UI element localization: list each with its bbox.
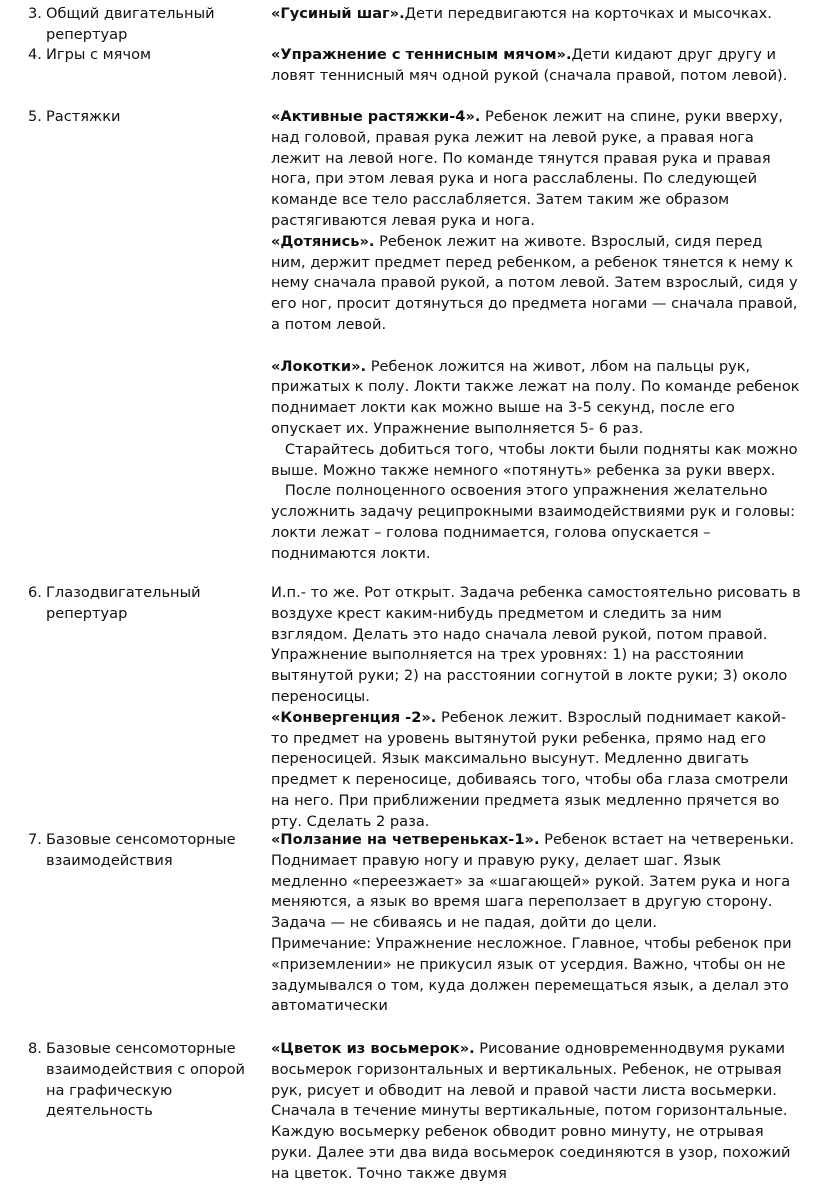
row-number: 4. — [28, 46, 42, 63]
row-label: Базовые сенсомоторные взаимодействия — [46, 831, 236, 869]
row-label: Глазодвигательный репертуар — [46, 584, 201, 622]
paragraph — [271, 357, 801, 440]
paragraph — [271, 45, 801, 87]
paragraph — [271, 232, 801, 336]
exercise-text: Ребенок ложится на живот, лбом на пальцы рук, прижатых к полу. Локти также лежат на полу. По команде ребенок поднимает локти как можно выше на 3-5 секунд, после его опускает их. Упражнение выполняется 5- 6 раз. — [271, 357, 800, 437]
row-content — [271, 583, 801, 833]
paragraph — [271, 440, 801, 482]
paragraph — [271, 583, 801, 708]
row-content — [271, 4, 801, 25]
row-number: 3. — [28, 5, 42, 22]
row-content — [271, 107, 801, 565]
row-number: 5. — [28, 108, 42, 125]
row-number: 7. — [28, 831, 42, 848]
row-number: 8. — [28, 1040, 42, 1057]
exercise-text: Дети кидают друг другу и ловят теннисный мяч одной рукой (сначала правой, потом левой). — [271, 46, 788, 84]
paragraph — [271, 481, 801, 564]
exercise-text: Примечание: Упражнение несложное. Главное, чтобы ребенок при «приземлении» не прикусил язык от усердия. Важно, чтобы он не задумывался о том, куда должен перемещаться язык, а делал это автоматически — [271, 934, 792, 1015]
row-label: Общий двигательный репертуар — [46, 5, 215, 43]
exercise-title: «Упражнение с теннисным мячом». — [271, 46, 572, 63]
row-content — [271, 45, 801, 87]
exercise-text: После полноценного освоения этого упражнения желательно усложнить задачу реципрокными взаимодействиями рук и головы: локти лежат – голова поднимается, голова опускается – поднимаются локти. — [271, 482, 800, 562]
paragraph — [271, 4, 801, 25]
exercise-title: «Локотки». — [271, 357, 367, 375]
exercise-text: Рисование одновременнодвумя руками восьмерок горизонтальных и вертикальных. Ребенок, не отрывая рук, рисует и обводит на левой и правой части листа восьмерки. Сначала в течение минуты вертикальные, потом горизонтальные. Каждую восьмерку ребенок обводит ровно минуту, не отрывая руки. Далее эти два вида восьмерок соединяются в узор, похожий на цветок. Точно также двумя — [271, 1040, 791, 1182]
exercise-text: Ребенок лежит на спине, руки вверху, над головой, правая рука лежит на левой руке, а правая нога лежит на левой ноге. По команде тянутся правая рука и правая нога, при этом левая рука и нога расслаблены. По следующей команде все тело расслабляется. Затем таким же образом растягиваются левая рука и нога. — [271, 108, 783, 229]
row-label: Базовые сенсомоторные взаимодействия с опорой на графическую деятельность — [46, 1040, 246, 1120]
exercise-title: «Конвергенция -2». — [271, 708, 437, 726]
exercise-text: Ребенок встает на четвереньки. Поднимает правую ногу и правую руку, делает шаг. Язык медленно «переезжает» за «шагающей» рукой. Затем рука и нога меняются, а язык во время шага переползает в другую сторону. Задача — не сбиваясь и не падая, дойти до цели. — [271, 831, 795, 932]
exercise-title: «Ползание на четвереньках-1». — [271, 831, 540, 848]
row-content — [271, 1039, 801, 1185]
row-label: Растяжки — [46, 108, 121, 125]
paragraph — [271, 830, 801, 934]
exercise-title: «Дотянись». — [271, 232, 375, 250]
exercise-text: Старайтесь добиться того, чтобы локти были подняты как можно выше. Можно также немного «потянуть» ребенка за руки вверх. — [271, 440, 803, 479]
paragraph — [271, 107, 801, 232]
row-label: Игры с мячом — [46, 46, 152, 63]
row-content — [271, 830, 801, 1017]
paragraph — [271, 708, 801, 833]
exercise-title: «Цветок из восьмерок». — [271, 1040, 475, 1057]
paragraph — [271, 1039, 801, 1185]
exercise-text: Дети передвигаются на корточках и мысочках. — [404, 5, 772, 22]
paragraph — [271, 934, 801, 1017]
row-number: 6. — [28, 584, 42, 601]
exercise-title: «Гусиный шаг». — [271, 5, 405, 22]
exercise-title: «Активные растяжки-4». — [271, 108, 481, 125]
exercise-text: Ребенок лежит. Взрослый поднимает какой-то предмет на уровень вытянутой руки ребенка, прямо над его переносицей. Язык максимально высунут. Медленно двигать предмет к переносице, добиваясь того, чтобы оба глаза смотрели на него. При приближении предмета язык медленно прячется во рту. Сделать 2 раза. — [271, 708, 789, 830]
exercise-text: Ребенок лежит на животе. Взрослый, сидя перед ним, держит предмет перед ребенком, а ребенок тянется к нему к нему сначала правой рукой, а потом левой. Затем взрослый, сидя у его ног, просит дотянуться до предмета ногами — сначала правой, а потом левой. — [271, 232, 798, 333]
exercise-text: И.п.- то же. Рот открыт. Задача ребенка самостоятельно рисовать в воздухе крест каким-нибудь предметом и следить за ним взглядом. Делать это надо сначала левой рукой, потом правой. Упражнение выполняется на трех уровнях: 1) на расстоянии вытянутой руки; 2) на расстоянии согнутой в локте руки; 3) около переносицы. — [271, 584, 801, 705]
